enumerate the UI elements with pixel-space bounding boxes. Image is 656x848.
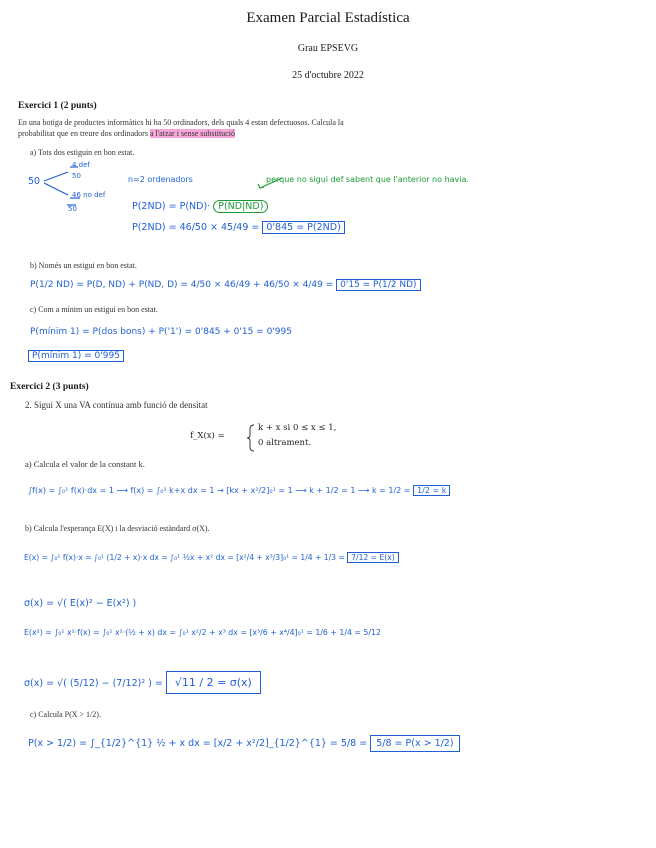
exercise2-heading: Exercici 2 (3 punts) [10,382,89,392]
exercise2-statement: 2. Sigui X una VA contínua amb funció de densitat [25,400,208,410]
exercise1-part-a: a) Tots dos estiguin en bon estat. [30,148,135,157]
part-b-result-box: 0'15 = P(1/2 ND) [336,279,420,291]
exercise1-part-b: b) Només un estigui en bon estat. [30,261,137,270]
density-case-2: 0 altrament. [258,438,312,448]
part-a-result-box: 0'845 = P(2ND) [262,221,344,234]
tree-branch-top [44,172,68,181]
part-c-result-box: P(mínim 1) = 0'995 [28,350,124,362]
statement-plain-text: probabilitat que en treure dos ordinadors [18,129,150,138]
ex2-part-a-line [28,486,450,495]
density-lhs: f_X(x) = [190,431,225,441]
conditional-note: perque no sigui def sabent que l'anterior no havia. [266,175,469,184]
ex2-part-b-line2: σ(x) = √( E(x)² − E(x²) ) [24,598,137,609]
part-a-line1-left: P(2ND) = P(ND)· [132,201,211,212]
tree-top-denominator: 50 [72,172,81,180]
tree-root-label: 50 [28,176,41,187]
part-b-line [30,280,421,290]
part-a-circled-term: P(ND|ND) [213,200,268,213]
part-a-line2 [132,222,345,233]
ex2-part-a-result-box: 1/2 = k [413,485,450,496]
tail-probability-result-box: 5/8 = P(x > 1/2) [370,735,459,752]
part-c-line: P(mínim 1) = P(dos bons) + P('1') = 0'845 + 0'15 = 0'995 [30,327,292,337]
exercise1-heading: Exercici 1 (2 punts) [18,101,97,111]
expectation-expression: E(x) = ∫₀¹ f(x)·x = ∫₀¹ (1/2 + x)·x dx = ∫₀¹ ½x + x² dx = [x²/4 + x³/3]₀¹ = 1/4 + 1/3 = [24,553,345,562]
exercise2-part-a: a) Calcula el valor de la constant k. [25,459,145,469]
ex2-part-b-line3: E(x²) = ∫₀¹ x²·f(x) = ∫₀¹ x²·(½ + x) dx = ∫₀¹ x²/2 + x³ dx = [x³/6 + x⁴/4]₀¹ = 1/6 + 1/4 = 5/12 [24,628,381,637]
exercise2-part-b: b) Calcula l'esperança E(X) i la desviació estàndard σ(X). [25,524,210,533]
tree-bottom-label: 46 no def [72,191,106,199]
ex2-part-c-line [28,738,460,749]
exam-subtitle: Grau EPSEVG [297,43,359,54]
tree-branch-bottom [44,183,68,195]
ex2-part-b-line1 [24,553,399,562]
tree-bottom-denominator: 50 [68,205,77,213]
std-dev-expression: σ(x) = √( (5/12) − (7/12)² ) = [24,678,163,689]
exam-date: 25 d'octubre 2022 [292,70,364,81]
exercise1-part-c: c) Com a mínim un estigui en bon estat. [30,305,158,314]
part-a-line2-left: P(2ND) = [132,222,177,233]
ex2-part-a-expression: ∫f(x) = ∫₀¹ f(x)·dx = 1 ⟶ f(x) = ∫₀¹ k+x dx = 1 → [kx + x²/2]₀¹ = 1 ⟶ k + 1/2 = 1 ⟶ k = 1/2 = [28,486,411,495]
density-case-1: k + x si 0 ≤ x ≤ 1, [258,423,337,433]
ex2-part-b-line4 [24,676,261,689]
tail-probability-expression: P(x > 1/2) = ∫_{1/2}^{1} ½ + x dx = [x/2 + x²/2]_{1/2}^{1} = 5/8 = [28,738,368,749]
exam-title: Examen Parcial Estadística [246,10,410,26]
sample-size-note: n=2 ordenadors [128,175,193,184]
tree-top-label: 4 def [72,161,90,169]
exercise2-part-c: c) Calcula P(X > 1/2). [30,710,101,719]
statement-highlighted-text: a l'atzar i sense substitució [149,129,235,138]
exercise1-statement-line1: En una botiga de productes informàtics hi ha 50 ordinadors, dels quals 4 estan defectuosos. Calcula la [18,118,344,127]
part-b-expression: P(1/2 ND) = P(D, ND) + P(ND, D) = 4/50 × 46/49 + 46/50 × 4/49 = [30,280,334,290]
part-a-line1 [132,201,268,212]
expectation-result-box: 7/12 = E(x) [347,552,398,563]
std-dev-result-box: √11 / 2 = σ(x) [166,671,261,694]
density-brace [247,425,254,451]
part-a-line2-mid: 46/50 × 45/49 = [179,222,260,233]
